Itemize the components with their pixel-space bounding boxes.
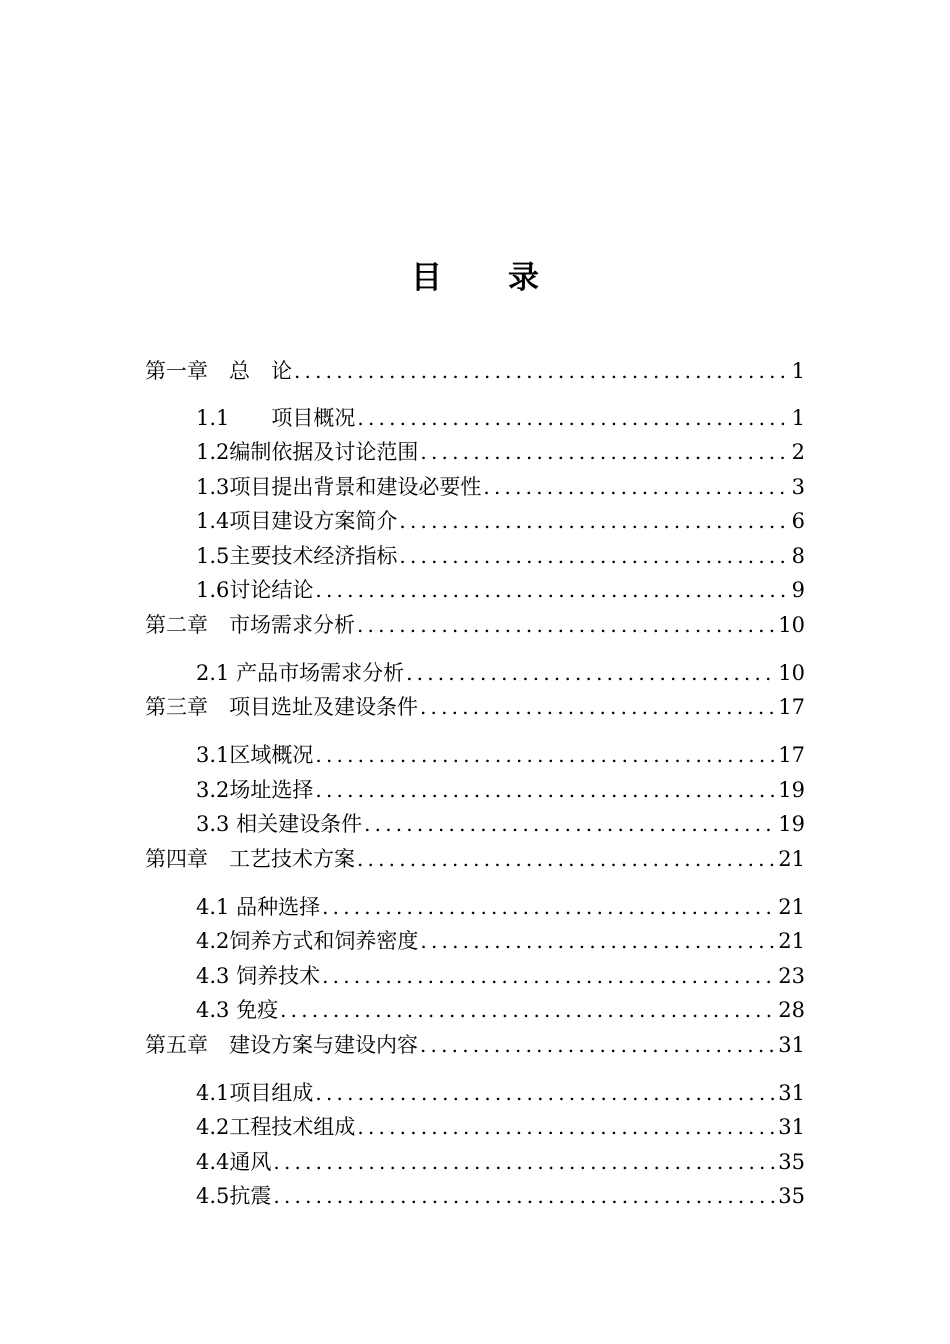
toc-entry[interactable] xyxy=(145,845,805,873)
toc-leader-dots xyxy=(322,893,776,921)
toc-entry[interactable] xyxy=(196,927,805,955)
toc-entry-label: 1.1 项目概况 xyxy=(196,406,356,430)
toc-leader-dots xyxy=(420,438,789,466)
toc-page-number: 21 xyxy=(778,929,805,953)
toc-entry-label: 第四章 工艺技术方案 xyxy=(145,847,355,871)
toc-entry[interactable] xyxy=(196,962,805,990)
toc-entry-label: 3.1区域概况 xyxy=(196,743,314,767)
toc-page-number: 1 xyxy=(791,359,805,383)
toc-page-number: 17 xyxy=(778,695,805,719)
toc-page-number: 3 xyxy=(791,475,805,499)
toc-page-number: 21 xyxy=(778,895,805,919)
toc-page-number: 2 xyxy=(791,440,805,464)
toc-entry-label: 1.6讨论结论 xyxy=(196,578,314,602)
title-char-1: 目 xyxy=(411,260,442,296)
toc-page-number: 35 xyxy=(778,1150,805,1174)
toc-leader-dots xyxy=(357,845,776,873)
toc-entry[interactable] xyxy=(196,893,805,921)
toc-page-number: 9 xyxy=(791,578,805,602)
toc-page-number: 6 xyxy=(791,509,805,533)
toc-entry-label: 1.4项目建设方案简介 xyxy=(196,509,398,533)
toc-page-number: 10 xyxy=(778,613,805,637)
toc-entry[interactable] xyxy=(196,507,805,535)
toc-entry[interactable] xyxy=(196,1148,805,1176)
toc-leader-dots xyxy=(315,776,776,804)
title-char-2: 录 xyxy=(508,260,539,296)
toc-entry[interactable] xyxy=(196,1079,805,1107)
toc-page-number: 21 xyxy=(778,847,805,871)
toc-leader-dots xyxy=(420,693,776,721)
toc-page-number: 23 xyxy=(778,964,805,988)
toc-entry[interactable] xyxy=(145,693,805,721)
toc-page-number: 19 xyxy=(778,812,805,836)
toc-entry-label: 4.2工程技术组成 xyxy=(196,1115,356,1139)
toc-leader-dots xyxy=(280,996,776,1024)
toc-leader-dots xyxy=(420,1031,776,1059)
toc-entry-label: 4.2饲养方式和饲养密度 xyxy=(196,929,419,953)
toc-page-number: 31 xyxy=(778,1033,805,1057)
toc-entry-label: 第二章 市场需求分析 xyxy=(145,613,355,637)
toc-entry[interactable] xyxy=(196,473,805,501)
toc-entry-label: 2.1 产品市场需求分析 xyxy=(196,661,405,685)
toc-entry-label: 第五章 建设方案与建设内容 xyxy=(145,1033,418,1057)
toc-page-number: 1 xyxy=(791,406,805,430)
toc-entry-label: 4.5抗震 xyxy=(196,1184,272,1208)
toc-entry[interactable] xyxy=(196,404,805,432)
toc-entry[interactable] xyxy=(196,996,805,1024)
toc-entry-label: 4.1项目组成 xyxy=(196,1081,314,1105)
toc-entry-label: 1.5主要技术经济指标 xyxy=(196,544,398,568)
toc-leader-dots xyxy=(357,404,789,432)
toc-page-number: 28 xyxy=(778,998,805,1022)
toc-entry[interactable] xyxy=(196,576,805,604)
toc-entry-label: 第一章 总 论 xyxy=(145,359,292,383)
toc-entry[interactable] xyxy=(145,357,805,385)
toc-page-number: 19 xyxy=(778,778,805,802)
toc-page-number: 17 xyxy=(778,743,805,767)
toc-entry[interactable] xyxy=(196,810,805,838)
toc-leader-dots xyxy=(406,659,776,687)
toc-entry[interactable] xyxy=(196,776,805,804)
toc-entry[interactable] xyxy=(196,438,805,466)
toc-entry-label: 3.3 相关建设条件 xyxy=(196,812,363,836)
toc-leader-dots xyxy=(399,542,789,570)
toc-entry[interactable] xyxy=(145,1031,805,1059)
toc-entry[interactable] xyxy=(196,542,805,570)
toc-leader-dots xyxy=(322,962,776,990)
toc-entry-label: 4.4通风 xyxy=(196,1150,272,1174)
toc-page-number: 35 xyxy=(778,1184,805,1208)
toc-entry[interactable] xyxy=(145,611,805,639)
toc-leader-dots xyxy=(273,1148,776,1176)
toc-entry-label: 1.2编制依据及讨论范围 xyxy=(196,440,419,464)
toc-entry[interactable] xyxy=(196,741,805,769)
toc-leader-dots xyxy=(357,611,776,639)
toc-entry-label: 4.1 品种选择 xyxy=(196,895,321,919)
toc-leader-dots xyxy=(420,927,776,955)
toc-page-number: 8 xyxy=(791,544,805,568)
toc-page-number: 31 xyxy=(778,1081,805,1105)
toc-leader-dots xyxy=(357,1113,776,1141)
toc-leader-dots xyxy=(294,357,790,385)
toc-leader-dots xyxy=(315,1079,776,1107)
toc-page-number: 10 xyxy=(778,661,805,685)
toc-leader-dots xyxy=(399,507,789,535)
toc-entry-label: 3.2场址选择 xyxy=(196,778,314,802)
toc-leader-dots xyxy=(273,1182,776,1210)
toc-entry-label: 4.3 免疫 xyxy=(196,998,279,1022)
toc-leader-dots xyxy=(315,741,776,769)
toc-entry[interactable] xyxy=(196,659,805,687)
toc-entry[interactable] xyxy=(196,1182,805,1210)
toc-leader-dots xyxy=(483,473,789,501)
page-title xyxy=(0,252,950,297)
toc-entry-label: 1.3项目提出背景和建设必要性 xyxy=(196,475,482,499)
toc-page-number: 31 xyxy=(778,1115,805,1139)
toc-leader-dots xyxy=(315,576,789,604)
toc-entry-label: 4.3 饲养技术 xyxy=(196,964,321,988)
toc-leader-dots xyxy=(364,810,776,838)
toc-entry[interactable] xyxy=(196,1113,805,1141)
toc-entry-label: 第三章 项目选址及建设条件 xyxy=(145,695,418,719)
